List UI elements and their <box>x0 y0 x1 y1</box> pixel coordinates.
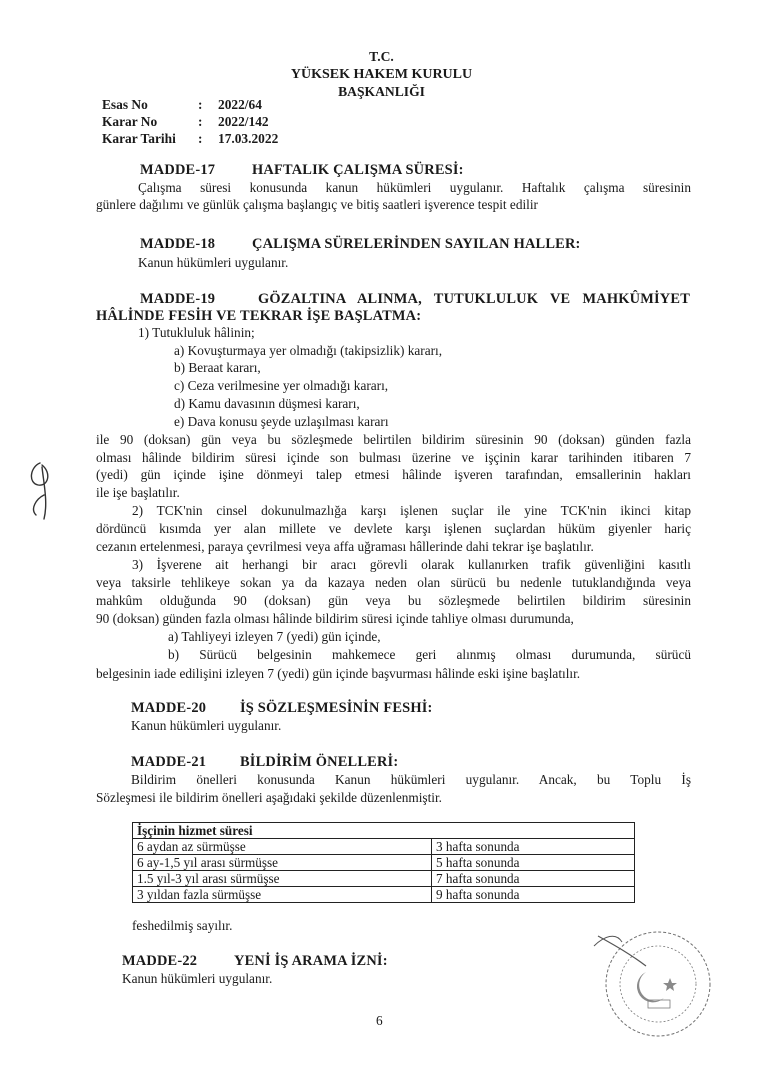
article-19-para-3-1: 3) İşverene ait herhangi bir aracı görevli olarak kullanırken trafik güvenliğini kasıtlı <box>132 557 691 572</box>
article-22-text: Kanun hükümleri uygulanır. <box>122 971 273 986</box>
duration-cell: 6 ay-1,5 yıl arası sürmüşse <box>133 855 432 871</box>
article-21-after-table: feshedilmiş sayılır. <box>132 918 233 933</box>
notice-period-table <box>132 822 635 903</box>
article-19-item-c: c) Ceza verilmesine yer olmadığı kararı, <box>174 378 389 393</box>
notice-cell: 5 hafta sonunda <box>432 855 635 871</box>
article-17-text-2: günlere dağılımı ve günlük çalışma başlangıç ve bitiş saatleri işverence tespit edilir <box>96 197 538 212</box>
article-19-item-b: b) Beraat kararı, <box>174 360 261 375</box>
article-18-text: Kanun hükümleri uygulanır. <box>138 255 289 270</box>
article-19-para-2-1: 2) TCK'nin cinsel dokunulmazlığa karşı işlenen suçlar ile yine TCK'nin ikinci kitap <box>132 503 691 518</box>
meta-value-date: 17.03.2022 <box>218 131 279 146</box>
meta-label-karar: Karar No <box>102 114 158 129</box>
table-row <box>133 855 635 871</box>
article-22-number: MADDE-22 <box>122 953 198 969</box>
article-19-para-3-3: mahkûm olduğunda 90 (doksan) gün veya bu sözleşmede belirtilen bildirim süresinin <box>96 593 691 608</box>
duration-cell: 3 yıldan fazla sürmüşse <box>133 887 432 903</box>
article-19-title-2: HÂLİNDE FESİH VE TEKRAR İŞE BAŞLATMA: <box>96 308 422 324</box>
article-19-para-3-b-2: belgesinin iade edilişini izleyen 7 (yedi) gün içinde başvurması hâlinde eski işine başlatılır. <box>96 666 581 681</box>
article-19-item-d: d) Kamu davasının düşmesi kararı, <box>174 396 360 411</box>
article-19-para-1: 1) Tutukluluk hâlinin; <box>138 325 255 340</box>
article-19-para-3-2: veya taksirle tehlikeye sokan ya da kazaya neden olan sürücü bu nedenle tutuklandığında veya <box>96 575 691 590</box>
article-20-text: Kanun hükümleri uygulanır. <box>131 718 282 733</box>
article-18-title: ÇALIŞMA SÜRELERİNDEN SAYILAN HALLER: <box>252 236 581 252</box>
article-20-number: MADDE-20 <box>131 700 207 716</box>
article-19-text-3: (yedi) gün içinde işine dönmeyi talep etmesi hâlinde işveren tarafından, emsallerinin hakları <box>96 467 691 482</box>
article-17-title: HAFTALIK ÇALIŞMA SÜRESİ: <box>252 162 464 178</box>
article-21-number: MADDE-21 <box>131 754 207 770</box>
article-19-para-3-b-1: b) Sürücü belgesinin mahkemece geri alınmış olması durumunda, sürücü <box>168 647 691 662</box>
article-21-text-2: Sözleşmesi ile bildirim önelleri aşağıdaki şekilde düzenlenmiştir. <box>96 790 443 805</box>
meta-sep: : <box>198 114 203 129</box>
table-row <box>133 871 635 887</box>
article-19-item-a: a) Kovuşturmaya yer olmadığı (takipsizlik) kararı, <box>174 343 443 358</box>
meta-sep: : <box>198 97 203 112</box>
article-19-item-e: e) Dava konusu şeyde uzlaşılması kararı <box>174 414 389 429</box>
article-19-para-3-4: 90 (doksan) günden fazla olması hâlinde bildirim süresi içinde tahliye olması durumunda, <box>96 611 574 626</box>
article-19-text-4: ile işe başlatılır. <box>96 485 180 500</box>
article-17-number: MADDE-17 <box>140 162 216 178</box>
notice-cell: 9 hafta sonunda <box>432 887 635 903</box>
meta-value-esas: 2022/64 <box>218 97 262 112</box>
article-19-title-1: GÖZALTINA ALINMA, TUTUKLULUK VE MAHKÛMİYET <box>258 291 690 307</box>
official-stamp-icon <box>586 906 716 1046</box>
table-row <box>133 839 635 855</box>
page-number: 6 <box>376 1013 383 1028</box>
article-19-text-2: olması hâlinde bildirim süresi içinde son bulması üzerine ve işçinin karar tarihinden itibaren 7 <box>96 450 691 465</box>
meta-label-date: Karar Tarihi <box>102 131 176 146</box>
meta-sep: : <box>198 131 203 146</box>
meta-value-karar: 2022/142 <box>218 114 269 129</box>
duration-cell: 1.5 yıl-3 yıl arası sürmüşse <box>133 871 432 887</box>
table-row <box>133 887 635 903</box>
article-17-text-1: Çalışma süresi konusunda kanun hükümleri uygulanır. Haftalık çalışma süresinin <box>138 180 691 195</box>
duration-cell: 6 aydan az sürmüşse <box>133 839 432 855</box>
notice-cell: 3 hafta sonunda <box>432 839 635 855</box>
article-19-para-2-3: cezanın ertelenmesi, paraya çevrilmesi veya affa uğraması hâllerinde dahi tekrar işe başlatılır. <box>96 539 594 554</box>
header-tc: T.C. <box>369 49 394 64</box>
table-header-cell: İşçinin hizmet süresi <box>133 823 635 839</box>
notice-cell: 7 hafta sonunda <box>432 871 635 887</box>
article-19-para-3-a: a) Tahliyeyi izleyen 7 (yedi) gün içinde, <box>168 629 381 644</box>
table-header-row <box>133 823 635 839</box>
article-19-text-1: ile 90 (doksan) gün veya bu sözleşmede belirtilen bildirim süresinin 90 (doksan) günden fazla <box>96 432 691 447</box>
article-22-title: YENİ İŞ ARAMA İZNİ: <box>234 953 388 969</box>
article-19-number: MADDE-19 <box>140 291 216 307</box>
handwritten-initial-icon <box>22 455 62 525</box>
meta-label-esas: Esas No <box>102 97 148 112</box>
article-21-text-1: Bildirim önelleri konusunda Kanun hükümleri uygulanır. Ancak, bu Toplu İş <box>131 772 691 787</box>
article-18-number: MADDE-18 <box>140 236 216 252</box>
article-20-title: İŞ SÖZLEŞMESİNİN FESHİ: <box>240 700 433 716</box>
header-authority: YÜKSEK HAKEM KURULU <box>290 67 473 82</box>
header-presidency: BAŞKANLIĞI <box>338 84 425 99</box>
article-21-title: BİLDİRİM ÖNELLERİ: <box>240 754 399 770</box>
article-19-para-2-2: dördüncü kısımda yer alan millete ve devlete karşı işlenen suçlardan hüküm giyenler hariç <box>96 521 691 536</box>
